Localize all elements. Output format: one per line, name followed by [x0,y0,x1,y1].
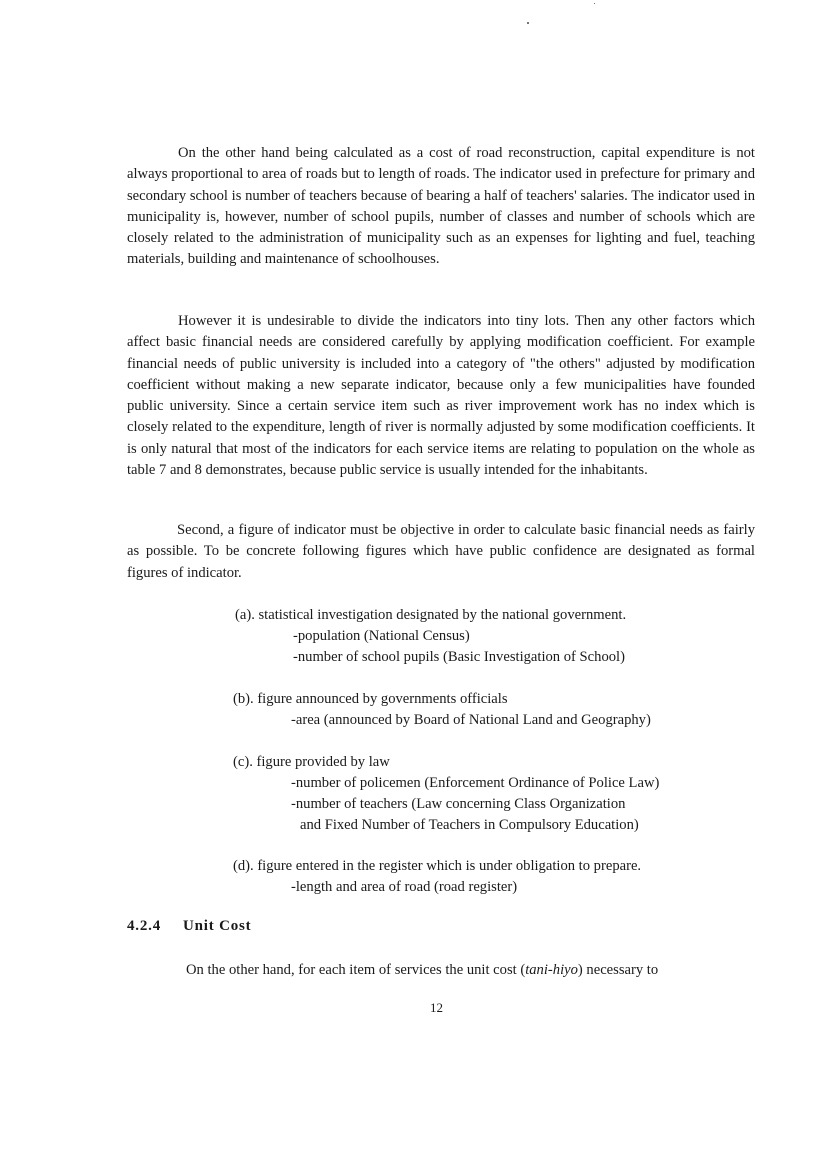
paragraph-unit-cost-start: On the other hand, for each item of services the unit cost ( [186,962,526,978]
paragraph-objective-indicator: Second, a figure of indicator must be objective in order to calculate basic financial needs as fairly as possible. To be concrete following figures which have public confidence are designated as formal figures of indicator. [127,522,755,581]
paragraph-unit-cost-end: ) necessary to [577,962,659,978]
list-item-a-sub-2: -number of school pupils (Basic Investigation of School) [293,649,625,665]
section-heading [127,918,251,935]
list-item-a [235,605,755,668]
page-number: 12 [430,1000,443,1015]
section-title: Unit Cost [183,918,252,934]
list-item-c-sub-2: -number of teachers (Law concerning Class Organization [291,796,626,812]
scan-speck [527,22,529,24]
list-item-c-sub-2-continued: and Fixed Number of Teachers in Compulsory Education) [300,817,639,833]
list-item-b [233,689,753,731]
list-item-a-sub-1: -population (National Census) [293,628,470,644]
list-item-b-heading: (b). figure announced by governments officials [233,691,508,707]
list-item-d-heading: (d). figure entered in the register which is under obligation to prepare. [233,858,642,874]
list-item-c-sub-1: -number of policemen (Enforcement Ordinance of Police Law) [291,775,660,791]
list-item-d-sub-1: -length and area of road (road register) [291,879,518,895]
paragraph-indicator-road-school: On the other hand being calculated as a cost of road reconstruction, capital expenditure is not always proportional to area of roads but to length of roads. The indicator used in prefecture for primary and secondary school is number of teachers because of bearing a half of teachers' salaries. The indicator used in municipality is, however, number of school pupils, number of classes and number of schools which are closely related to the administration of municipality such as an expenses for lighting and fuel, teaching materials, building and maintenance of schoolhouses. [127,145,755,268]
list-item-c-heading: (c). figure provided by law [233,754,390,770]
list-item-c [233,752,753,836]
list-item-b-sub-1: -area (announced by Board of National Land and Geography) [291,712,651,728]
list-item-d [233,856,753,898]
paragraph-modification-coefficient: However it is undesirable to divide the indicators into tiny lots. Then any other factors which affect basic financial needs are considered carefully by applying modification coefficient. For example financial needs of public university is included into a category of "the others" adjusted by modification coefficient without making a new separate indicator, because only a few municipalities have founded public university. Since a certain service item such as river improvement work has no index which is closely related to the expenditure, length of river is normally adjusted by some modification coefficients. It is only natural that most of the indicators for each service items are relating to population on the whole as table 7 and 8 demonstrates, because public service is usually intended for the inhabitants. [127,313,755,479]
paragraph-unit-cost [127,960,755,981]
section-number: 4.2.4 [127,918,161,934]
scan-speck [594,3,595,4]
list-item-a-heading: (a). statistical investigation designated by the national government. [235,607,627,623]
term-tani-hiyo: tani-hiyo [525,962,578,978]
